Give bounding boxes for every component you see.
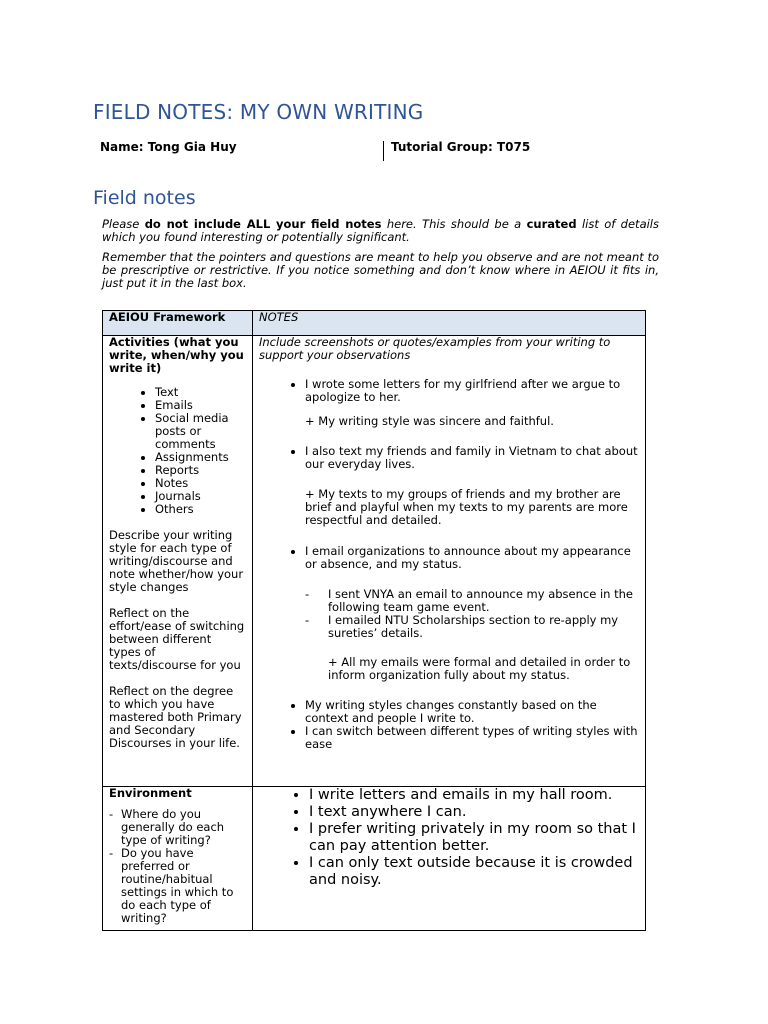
activities-notes-cell: [253, 336, 646, 787]
environment-row: [103, 787, 646, 931]
list-item: • Others: [155, 503, 246, 516]
list-item: • I can only text outside because it is crowded and noisy.: [309, 855, 639, 889]
list-item: • Assignments: [155, 451, 246, 464]
list-item: • I also text my friends and family in Vietnam to chat about our everyday lives.: [305, 445, 639, 471]
notes-list-3: [259, 545, 639, 571]
environment-questions: [109, 808, 246, 925]
header-framework: AEIOU Framework: [103, 311, 253, 336]
p1-part: here. This should be a: [381, 217, 527, 231]
list-item: • I text anywhere I can.: [309, 804, 639, 821]
list-item: - Do you have preferred or routine/habitual settings in which to do each type of writing?: [121, 847, 246, 925]
note-comment: + My texts to my groups of friends and my brother are brief and playful when my texts to my parents are more respectful and detailed.: [305, 487, 628, 527]
list-item: - Where do you generally do each type of writing?: [121, 808, 246, 847]
environment-notes-cell: [253, 787, 646, 931]
p1-bold-curated: curated: [526, 217, 577, 231]
reflect-mastery-prompt: Reflect on the degree to which you have mastered both Primary and Secondary Discourses in your life.: [109, 684, 242, 750]
list-item: • Journals: [155, 490, 246, 503]
instructions-paragraph-1: [102, 218, 659, 244]
list-item: - I sent VNYA an email to announce my absence in the following team game event.: [328, 588, 639, 614]
activities-heading: Activities (what you write, when/why you write it): [109, 335, 244, 375]
header-notes: NOTES: [253, 311, 646, 336]
student-name: Name: Tong Gia Huy: [100, 140, 237, 154]
list-item: • I write letters and emails in my hall room.: [309, 787, 639, 804]
list-item: • I email organizations to announce about my appearance or absence, and my status.: [305, 545, 639, 571]
note-comment: + My writing style was sincere and faithful.: [305, 414, 554, 428]
p1-part: list of details which you found interesting or potentially significant.: [102, 217, 659, 244]
list-item: • Social media posts or comments: [155, 412, 246, 451]
list-item: • I prefer writing privately in my room so that I can pay attention better.: [309, 821, 639, 855]
list-item: • I can switch between different types of writing styles with ease: [305, 725, 639, 751]
notes-list-2: [259, 445, 639, 471]
instructions-paragraph-2: Remember that the pointers and questions are meant to help you observe and are not meant to be prescriptive or restrictive. If you notice something and don’t know where in AEIOU it fits in, just put it in the last box.: [102, 250, 659, 290]
p1-part: Please: [102, 217, 145, 231]
document-title: FIELD NOTES: MY OWN WRITING: [93, 100, 424, 124]
environment-heading: Environment: [109, 786, 192, 800]
list-item: • Notes: [155, 477, 246, 490]
environment-notes-list: [259, 787, 639, 889]
list-item: • My writing styles changes constantly based on the context and people I write to.: [305, 699, 639, 725]
notes-list-1: [259, 378, 639, 404]
notes-list-4: [259, 699, 639, 751]
list-item: • Text: [155, 386, 246, 399]
describe-prompt: Describe your writing style for each type of writing/discourse and note whether/how your style changes: [109, 528, 244, 594]
note-comment: + All my emails were formal and detailed in order to inform organization fully about my status.: [328, 655, 631, 682]
email-examples-list: [259, 588, 639, 640]
aeiou-table: [102, 310, 646, 931]
list-item: • Reports: [155, 464, 246, 477]
section-title: Field notes: [93, 187, 196, 209]
activities-prompt-cell: [103, 336, 253, 787]
reflect-switching-prompt: Reflect on the effort/ease of switching between different types of texts/discourse for you: [109, 606, 245, 672]
list-item: • Emails: [155, 399, 246, 412]
writing-types-list: [109, 386, 246, 516]
p1-bold: do not include ALL your field notes: [144, 217, 382, 231]
activities-row: [103, 336, 646, 787]
table-header-row: [103, 311, 646, 336]
header-divider: [383, 141, 384, 161]
list-item: - I emailed NTU Scholarships section to re-apply my sureties’ details.: [328, 614, 639, 640]
environment-prompt-cell: [103, 787, 253, 931]
tutorial-group: Tutorial Group: T075: [391, 140, 531, 154]
list-item: • I wrote some letters for my girlfriend after we argue to apologize to her.: [305, 378, 639, 404]
notes-instruction: Include screenshots or quotes/examples from your writing to support your observations: [259, 335, 611, 362]
